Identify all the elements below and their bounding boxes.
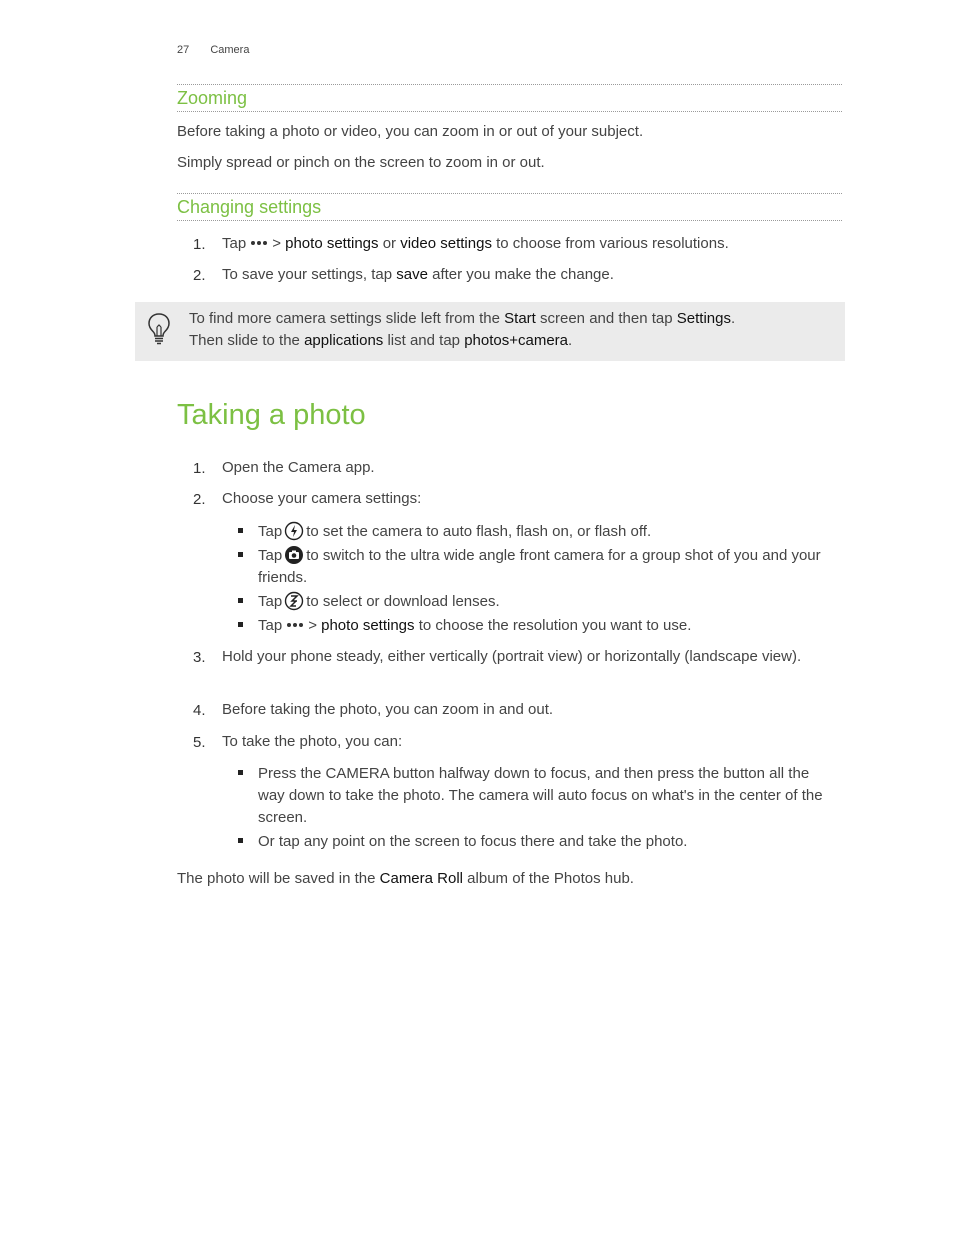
page-number: 27	[177, 44, 190, 56]
tip-box	[135, 302, 845, 361]
tip-text-part: Then slide to the	[189, 332, 300, 349]
section-divider	[177, 193, 842, 194]
lightbulb-icon	[147, 312, 171, 346]
bullet-text: to choose the resolution you want to use.	[418, 617, 692, 634]
list-item: Hold your phone steady, either vertically (portrait view) or horizontally (landscape view).	[222, 648, 802, 665]
ui-term: save	[396, 266, 428, 283]
step-text: Tap	[222, 235, 247, 252]
tip-text-part: list and tap	[387, 332, 461, 349]
chapter-heading: Taking a photo	[177, 399, 366, 431]
bullet-item: Press the CAMERA button halfway down to focus, and then press the button all the way down to take the photo. The camera will auto focus on what's in the center of the screen.	[258, 765, 823, 826]
section-divider	[177, 84, 842, 85]
more-dots-icon	[286, 622, 304, 628]
step-text: >	[272, 235, 281, 252]
ui-term: applications	[304, 332, 384, 349]
section-title-zooming: Zooming	[177, 88, 248, 108]
front-camera-icon	[284, 545, 304, 565]
ui-term: Camera Roll	[379, 870, 463, 887]
step-text: after you make the change.	[432, 266, 614, 283]
ui-term: Start	[504, 310, 536, 327]
bullet-item	[258, 615, 833, 637]
bullet-text: to select or download lenses.	[306, 593, 500, 610]
section-divider	[177, 111, 842, 112]
list-item: To take the photo, you can:	[222, 733, 403, 750]
step-text: or	[382, 235, 397, 252]
tip-text-part: .	[568, 332, 573, 349]
bullet-marker	[238, 770, 243, 775]
paragraph-text: album of the Photos hub.	[467, 870, 634, 887]
ui-term: photos+camera	[464, 332, 569, 349]
bullet-item: Or tap any point on the screen to focus there and take the photo.	[258, 833, 688, 850]
bullet-item	[258, 591, 833, 613]
list-item: Before taking the photo, you can zoom in and out.	[222, 701, 554, 718]
bullet-marker	[238, 552, 243, 557]
list-item: Open the Camera app.	[222, 459, 375, 476]
paragraph: Before taking a photo or video, you can zoom in or out of your subject.	[177, 123, 644, 140]
step-number: 1.	[193, 236, 206, 253]
step-number: 3.	[193, 649, 206, 666]
paragraph-text: The photo will be saved in the	[177, 870, 376, 887]
bullet-marker	[238, 838, 243, 843]
ui-term: photo settings	[321, 617, 415, 634]
tip-text-part: .	[730, 310, 736, 327]
tip-text	[189, 308, 834, 352]
chapter-title: Camera	[210, 44, 250, 56]
bullet-item	[258, 545, 833, 589]
step-number: 4.	[193, 702, 206, 719]
bullet-text: >	[308, 617, 317, 634]
tip-text-part: screen and then tap	[540, 310, 673, 327]
ui-term: video settings	[400, 235, 492, 252]
bullet-marker	[238, 622, 243, 627]
tip-text-part: To find more camera settings slide left from the	[189, 310, 500, 327]
step-text: to choose from various resolutions.	[496, 235, 729, 252]
list-item: Choose your camera settings:	[222, 490, 422, 507]
step-number: 2.	[193, 491, 206, 508]
list-item	[222, 233, 832, 255]
bullet-text: to switch to the ultra wide angle front camera for a group shot of you and your friends.	[258, 547, 821, 586]
bullet-marker	[238, 528, 243, 533]
list-item	[222, 264, 832, 286]
page-header	[177, 44, 249, 56]
ui-term: photo settings	[285, 235, 379, 252]
section-title-changing-settings: Changing settings	[177, 197, 322, 217]
closing-paragraph	[177, 870, 634, 887]
bullet-text: Tap	[258, 617, 283, 634]
bullet-text: to set the camera to auto flash, flash on, or flash off.	[306, 523, 652, 540]
section-divider	[177, 220, 842, 221]
bullet-text: Tap	[258, 523, 283, 540]
paragraph: Simply spread or pinch on the screen to zoom in or out.	[177, 154, 545, 171]
step-number: 2.	[193, 267, 206, 284]
flash-icon	[284, 521, 304, 541]
bullet-item	[258, 521, 833, 543]
lenses-icon	[284, 591, 304, 611]
bullet-marker	[238, 598, 243, 603]
bullet-text: Tap	[258, 547, 283, 564]
step-text: To save your settings, tap	[222, 266, 393, 283]
step-number: 1.	[193, 460, 206, 477]
step-number: 5.	[193, 734, 206, 751]
more-dots-icon	[250, 240, 268, 246]
bullet-text: Tap	[258, 593, 283, 610]
ui-term: Settings	[676, 310, 731, 327]
